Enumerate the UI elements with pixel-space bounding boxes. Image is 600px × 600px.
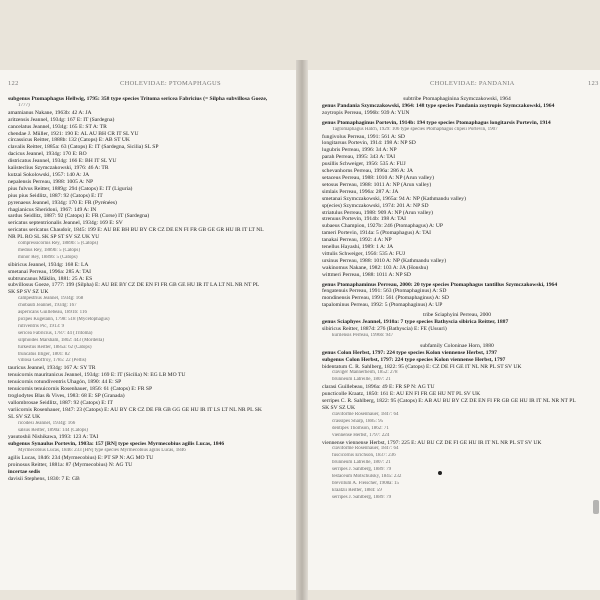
text-line: brunneum Latreille, 1807: 21	[332, 377, 391, 383]
text-line: cancelatus Jeannel, 1934g: 165 E: ST A: TR	[8, 123, 107, 130]
text-line: fungivolus Perreau, 1991: 561 A: SD	[322, 133, 405, 140]
text-line: agilis Lucas, 1846: 234 (Myrmecobius) E: PT SP N: AG MO TU	[8, 455, 154, 462]
text-line: sericatus septentrionalis Jeannel, 1934g: 169 E: SV	[8, 220, 123, 227]
ink-dot	[438, 471, 442, 475]
text-line: nepalensis Perreau, 1988: 1005 A: NP	[8, 178, 94, 185]
text-line: picipes Kugelann, 1798: 518 (Mycetophagus)	[18, 317, 110, 322]
text-line: genus Ptomaphaminus Perreau, 2000: 20 type species Ptomaphagus tantillus Szymczakowski, 1964	[322, 281, 558, 288]
text-line: yasutoshii Nishikawa, 1993: 123 A: TAI	[8, 434, 99, 441]
text-line: genus Ptomaphaginus Portevin, 1914b: 194 type species Ptomaphagus longitarsis Portevin, 1914	[322, 119, 551, 126]
text-line: districatus Jeannel, 1934g: 166 E: BH IT SL YU	[8, 158, 117, 165]
text-line: serripes J. Sahlberg, 1889: 79	[332, 467, 392, 473]
text-line: simlais Perreau, 1996a: 287 A: JA	[322, 188, 399, 195]
text-line: genus Pandania Szymczakowski, 1964: 148 type species Pandania zoytropis Szymczakowski, 1964	[322, 102, 555, 109]
right-page-number: 123	[588, 80, 599, 87]
text-line: vallombrosae Seidlitz, 1887: 92 (Catops) E: IT	[8, 399, 113, 406]
text-line: aspericans Guillebeau, 1891b: 116	[18, 310, 87, 316]
text-line: subgenus Synaulus Portevin, 1903a: 157 [RN] type species Myrmecobius agilis Lucas, 1846	[8, 441, 225, 448]
text-line: subgenus Colon Herbst, 1797: 224 type species Kolon viennense Herbst, 1797	[322, 356, 506, 363]
text-line: 1777)	[18, 102, 30, 108]
text-line: subgenus Ptomaphagus Hellwig, 1795: 358 type species Tritoma sericea Fabricius (= Silpha subvillosa Goeze,	[8, 96, 268, 102]
text-line: kraatzii Reitter, 1884: 59	[332, 487, 382, 493]
text-line: kutzai Sokolowski, 1957: 140 A: JA	[8, 171, 90, 178]
text-line: kaiisteclius Szymczakowski, 1976: 46 A: TR	[8, 165, 109, 172]
text-line: schevanhorns Perreau, 1996a: 286 A: JA	[322, 168, 414, 175]
text-line: setaceus Perreau, 1988: 1010 A: NP (Arun valley)	[322, 174, 434, 181]
text-line: sibiricus Jeannel, 1934g: 168 E: LA	[8, 261, 89, 268]
text-line: sp(ecies) Szymczakowski, 1974: 201 A: NP SD	[322, 202, 429, 209]
text-line: pusillis Schweiger, 1956: 535 A: FUJ	[322, 161, 406, 168]
text-line: pius fulvus Reitter, 1889g: 294 (Catops) E: IT (Liguria)	[8, 185, 133, 192]
text-line: wakinomus Nakane, 1982: 103 A: JA (Honshu)	[322, 264, 429, 271]
text-line: sericea Fabricius, 1787: 44 (Tritoma)	[18, 330, 93, 336]
text-line: lugubris Perreau, 1996: 34 A: NP	[322, 147, 397, 154]
text-line: salsus Reitter, 1890a: 144 (Catops)	[18, 427, 88, 433]
text-line: claviforme Rosenhauer, 1847: 64	[332, 446, 399, 452]
text-line: sericatus sericatus Chaudoir, 1845: 199 E: AU BE BH BU BY CR CZ DE EN FI FR GB GE GR HU IR IT LT NL	[8, 227, 264, 234]
text-line: parah Perreau, 1995: 343 A: TAI	[322, 154, 396, 161]
text-line: viennense Herbst, 1797: 224	[332, 432, 390, 438]
text-line: subaeus Champion, 1927b: 246 (Ptomaphagus) A: UP	[322, 223, 444, 230]
text-line: subvillosus Goeze, 1777: 199 (Silpha) E: AU BE BY CZ DE EN FI FR GB GE HU IR IT LA LT NL NR NT PL	[8, 282, 260, 289]
text-line: davisii Stephens, 1830: 7 E: GB	[8, 475, 80, 482]
text-line: subtribe Ptomaphaginina Szymczakowski, 1964	[403, 96, 511, 102]
text-line: minor Rey, 1889b: 5 (Catops)	[18, 254, 78, 260]
text-line: silphoides Marsham, 1802: 443 (Mordella)	[18, 337, 104, 343]
text-line: tenuicornis tenuicornis Rosenhauer, 1856: 61 (Catops) E: FR SP	[8, 386, 153, 393]
text-line: puncticolle Kraatz, 1850: 161 E: AU EN FI FR GE HU NT PL SV UK	[322, 391, 481, 398]
text-line: ricodesi Jeannel, 1934g: 166	[18, 420, 76, 426]
text-line: wittmeri Perreau, 1988: 1011 A: NP SD	[322, 271, 411, 278]
text-line: longitarsus Portevin, 1914: 198 A: NP SD	[322, 140, 416, 147]
text-line: variicornis Rosenhauer, 1847: 23 (Catops) E: AU BY CR CZ DE FR GB GG GE HU IR IT LS LT NL NR PL SK	[8, 406, 262, 413]
text-line: SK SP SV SZ UK	[8, 289, 49, 296]
text-line: rufiventris Pic, 1913: 9	[18, 323, 65, 329]
text-line: tanakai Perreau, 1992: 4 A: NP	[322, 237, 392, 244]
text-line: rhagianicus Sheridoni, 1967: 149 A: IN	[8, 206, 97, 213]
text-line: tauricus Jeannel, 1934g: 167 A: SY TR	[8, 365, 96, 372]
left-page-number: 122	[8, 80, 19, 87]
text-line: pius pius Seidlitz, 1887: 92 (Catops) E: IT	[8, 192, 103, 199]
text-line: subtruncanus Mäklin, 1881: 25 A: ES	[8, 275, 93, 282]
text-line: claviger Mannerheim, 1852: 278	[332, 370, 398, 376]
text-line: villosa Geoffroy, 1785: 22 (Peltis)	[18, 358, 87, 364]
left-running-head: CHOLEVIDAE: PTOMAPHAGUS	[120, 80, 221, 87]
text-line: clavalis Reitter, 1885a: 63 (Catops) E: IT (Sardegna, Sicilia) SL SP	[8, 144, 159, 151]
text-line: smetanai Szymczakowski, 1965a: 94 A: NP (Kathmandu valley)	[322, 195, 466, 202]
text-line: troglodytes Blas & Vives, 1983: 68 E: SP (Granada)	[8, 392, 125, 399]
text-line: zoytropis Perreau, 1996b: 939 A: YUN	[322, 109, 410, 116]
text-line: circassicus Reitter, 1888b: 132 (Catops) E: AB ST UK	[8, 137, 130, 144]
text-line: mondinensis Perreau, 1991: 561 (Ptomaphaginus) A: SD	[322, 295, 449, 302]
text-line: SK SV SZ UK	[322, 404, 356, 411]
text-line: serripes C. R. Sahlberg, 1822: 95 (Catops) E: AB AU BU BY CZ DE EN FI FR GB GE HU IR IT NL NR NT PL	[322, 398, 576, 405]
text-line: NR PL RO SL SK SP ST SV SZ UK YU	[8, 234, 100, 241]
book-gutter	[296, 60, 308, 600]
text-line: turkestus Reitter, 1885a: 62 (Catops)	[18, 344, 92, 350]
right-text-column	[322, 96, 592, 502]
text-line: bidentatum C. R. Sahlberg, 1822: 95 (Catops) E: CZ DE FI GE IT NL NR PL ST SV UK	[322, 363, 522, 370]
text-line: dentipes Thomson, 1862: 71	[332, 425, 389, 431]
text-line: tameri Portevin, 1914a: 5 (Ptomaphagus) A: TAI	[322, 230, 431, 237]
text-line: incertae sedis	[8, 468, 41, 475]
text-line: tenuicornis mauritanicus Jeannel, 1934g: 169 E: IT (Sicilia) N: EG LB MO TU	[8, 372, 186, 379]
text-line: smetanai Perreau, 1996a: 285 A: TAI	[8, 268, 92, 275]
text-line: testaceum Motschulsky, 1845: 232	[332, 474, 402, 480]
text-line: chobauti Jeannel, 1934g: 167	[18, 303, 77, 309]
text-line: viennense viennense Herbst, 1797: 225 E: AU BU CZ DE FI GE HU IR IT NL NR PL ST SV UK	[322, 439, 542, 446]
text-line: tribe Sciaphyini Perreau, 2000	[422, 312, 492, 319]
text-line: dacicus Jeannel, 1934g: 170 E: RO	[8, 151, 87, 158]
right-running-head: CHOLEVIDAE: PANDANIA	[430, 80, 515, 87]
text-line: campestrius Jeannel, 1934g: 168	[18, 296, 84, 302]
text-line: medius Rey, 1889b: 5 (Catops)	[18, 247, 81, 253]
text-line: amamianus Nakane, 1963b: 42 A: JA	[8, 109, 92, 116]
text-line: brunneum Latreille, 1807: 21	[332, 460, 391, 466]
text-line: ursinus Perreau, 1988: 1010 A: NP (Kathmandu valley)	[322, 257, 447, 264]
text-line: fuscicornis Erichson, 1837: 236	[332, 453, 396, 459]
text-line: genus Colon Herbst, 1797: 224 type species Kolon viennense Herbst, 1797	[322, 349, 497, 356]
text-line: fengatenuis Perreau, 1991: 563 (Ptomaphaginus) A: SD	[322, 288, 447, 295]
text-line: tenellus Hayashi, 1989: 1 A: JA	[322, 244, 394, 251]
text-line: tapalominus Perreau, 1992: 5 (Ptomaphaginus) A: UP	[322, 302, 443, 309]
text-line: sibiricus Reitter, 1887d: 276 (Bathyscia) E: FE (Ussuri)	[322, 326, 447, 332]
text-line: genus Sciaphyes Jeannel, 1910a: 7 type species Bathyscia sibirica Reitter, 1887	[322, 319, 509, 326]
text-line: aritzensis Jeannel, 1934g: 167 E: IT (Sardegna)	[8, 116, 115, 123]
text-line: proinosus Reitter, 1881a: 87 (Myrmecobius) N: AG TU	[8, 462, 133, 469]
text-line: pyrenaeus Jeannel, 1934g: 170 E: FR (Pyrénées)	[8, 199, 117, 206]
text-line: Tagtomaphagus Hatch, 1929: 106 type species Ptomaphagus clipeii Portevin, 1907	[332, 126, 498, 132]
text-line: tenuicornis rotundiventris Uhagón, 1890: 44 E: SP	[8, 379, 122, 386]
text-line: striatulus Perreau, 1988: 909 A: NP (Arun valley)	[322, 209, 434, 216]
text-line: vittulis Schweiger, 1956: 535 A: FUJ	[322, 250, 406, 257]
text-line: truncatus Illiger, 1801: 82	[18, 351, 70, 357]
left-text-column	[8, 96, 292, 483]
page-edge-mark	[593, 500, 599, 514]
text-line: SL SV SZ UK	[8, 413, 41, 420]
text-line: serripes J. Sahlberg, 1889: 79	[332, 494, 392, 500]
text-line: setosus Perreau, 1988: 1011 A: NP (Arun valley)	[322, 181, 432, 188]
text-line: kurilensis Perreau, 1996b: 947	[332, 332, 394, 338]
text-line: chendae J. Müller, 1921: 190 E: AL AU BH CR IT SL YU	[8, 130, 139, 137]
text-line: subfamily Coloninae Horn, 1880	[420, 342, 494, 349]
text-line: clarasi Guillebeau, 1896a: 49 E: FR SP N: AG TU	[322, 384, 435, 391]
text-line: claviforme Rosenhauer, 1847: 64	[332, 411, 399, 417]
text-line: strenuus Portevin, 1914b: 198 A: TAI	[322, 216, 406, 223]
text-line: brevillum A. Fleischer, 1908a: 15	[332, 480, 400, 486]
text-line: sardus Seidlitz, 1887: 92 (Catops) E: FR (Corse) IT (Sardegna)	[8, 213, 150, 220]
text-line: crassipes Sharp, 1885: 95	[332, 418, 384, 424]
text-line: Myrmecobius Lucas, 1846: 233 [HN] type species Myrmecobius agilis Lucas, 1846	[18, 448, 186, 454]
text-line: compressicornis Rey, 1889b: 5 (Catops)	[18, 241, 99, 247]
